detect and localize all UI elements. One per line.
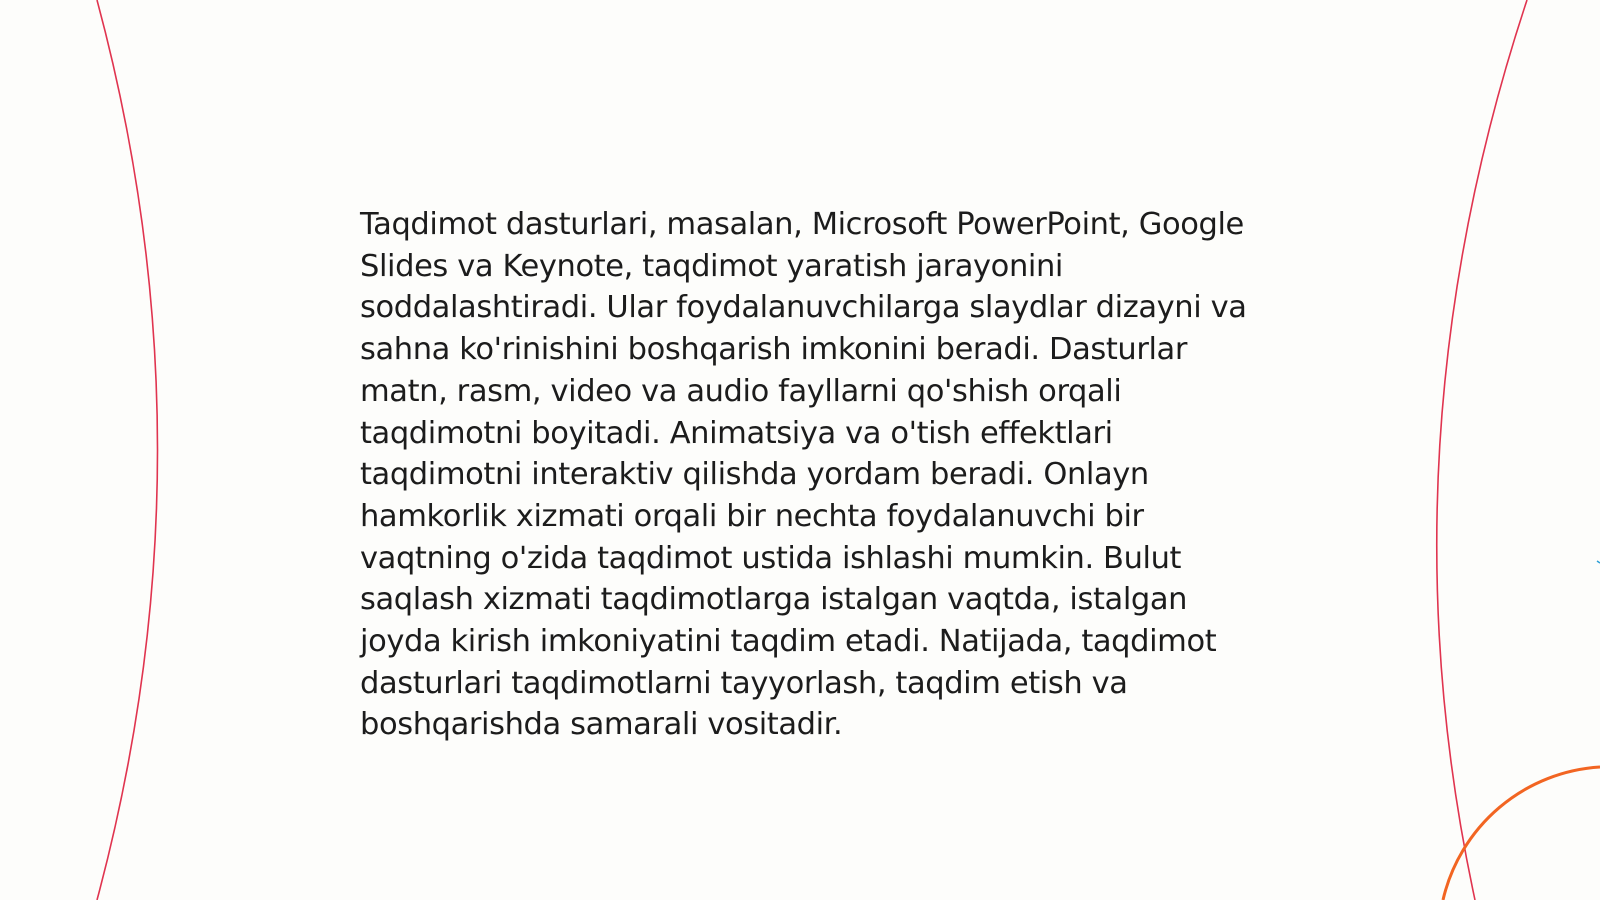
right-curve-line xyxy=(1437,0,1527,900)
left-curve-line xyxy=(97,0,158,900)
slide-body-text: Taqdimot dasturlari, masalan, Microsoft PowerPoint, Google Slides va Keynote, taqdimot yaratish jarayonini soddalashtiradi. Ular foydalanuvchilarga slaydlar dizayni va sahna ko'rinishini boshqarish imkonini beradi. Dasturlar matn, rasm, video va audio fayllarni qo'shish orqali taqdimotni boyitadi. Animatsiya va o'tish effektlari taqdimotni interaktiv qilishda yordam beradi. Onlayn hamkorlik xizmati orqali bir nechta foydalanuvchi bir vaqtning o'zida taqdimot ustida ishlashi mumkin. Bulut saqlash xizmati taqdimotlarga istalgan vaqtda, istalgan joyda kirish imkoniyatini taqdim etadi. Natijada, taqdimot dasturlari taqdimotlarni tayyorlash, taqdim etish va boshqarishda samarali vositadir. xyxy=(360,207,1247,743)
corner-orange-arc xyxy=(1443,767,1600,900)
